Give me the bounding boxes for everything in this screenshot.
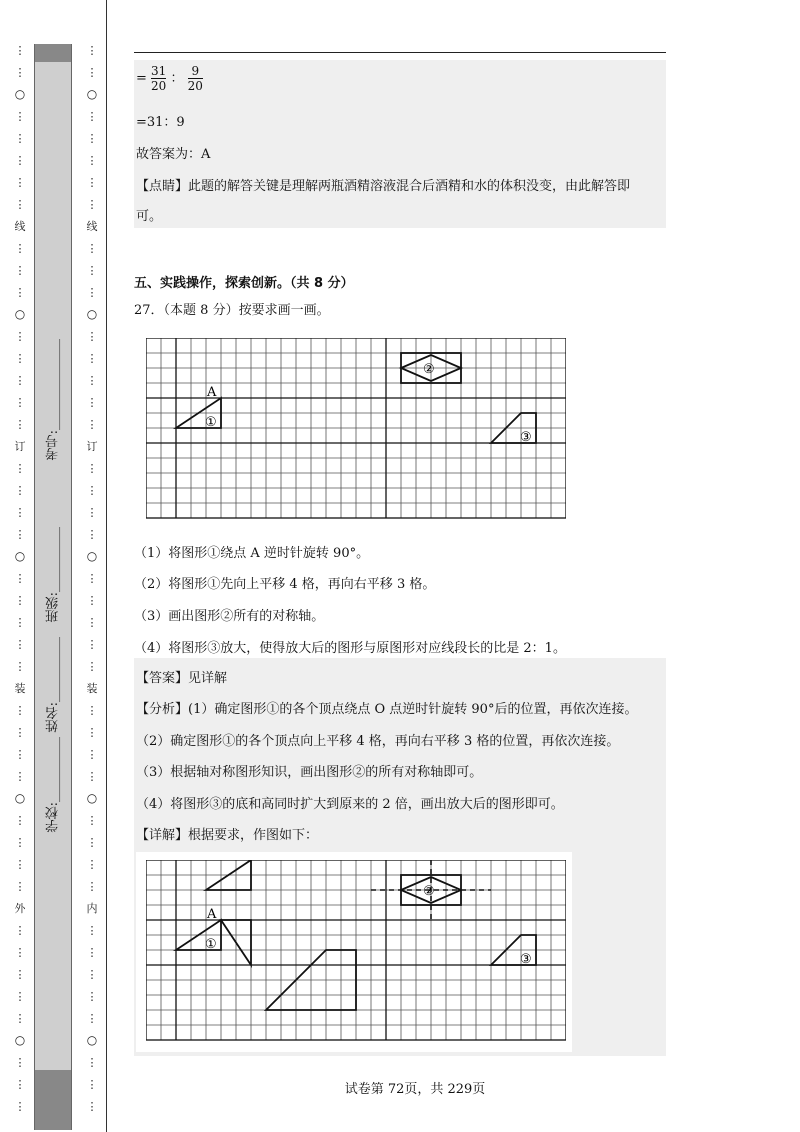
- binding-dots: ⋮: [86, 484, 98, 497]
- binding-dots: ⋮: [86, 1100, 98, 1113]
- binding-dots: ⋮: [14, 814, 26, 827]
- binding-dots: ⋮: [14, 1078, 26, 1091]
- binding-dots: ⋮: [86, 198, 98, 211]
- binding-circle: ○: [14, 1033, 26, 1047]
- binding-dots: ⋮: [14, 990, 26, 1003]
- binding-dots: ⋮: [86, 66, 98, 79]
- binding-dots: ⋮: [14, 924, 26, 937]
- binding-dots: ⋮: [14, 330, 26, 343]
- answer-label: 【答案】见详解: [136, 671, 228, 686]
- header-rule: [134, 52, 666, 53]
- binding-dots: ⋮: [86, 1056, 98, 1069]
- binding-dots: ⋮: [14, 1100, 26, 1113]
- comment-line-1: 【点睛】此题的解答关键是理解两瓶酒精溶液混合后酒精和水的体积没变，由此解答即: [136, 179, 631, 194]
- binding-dots: ⋮: [86, 748, 98, 761]
- task-2: （2）将图形①先向上平移 4 格，再向右平移 3 格。: [134, 577, 436, 592]
- binding-dots: ⋮: [86, 176, 98, 189]
- previous-solution-block: [134, 60, 666, 228]
- binding-dots: ⋮: [86, 1012, 98, 1025]
- binding-circle: ○: [14, 87, 26, 101]
- analysis-line-1: 【分析】(1）确定图形①的各个顶点绕点 O 点逆时针旋转 90°后的位置，再依次连接。: [136, 702, 638, 717]
- binding-dots: ⋮: [86, 858, 98, 871]
- binding-dots: ⋮: [86, 594, 98, 607]
- binding-dots: ⋮: [14, 264, 26, 277]
- binding-mark: 外: [14, 902, 26, 915]
- binding-dots: ⋮: [14, 418, 26, 431]
- binding-dots: ⋮: [14, 748, 26, 761]
- exam-number-field: 考号:______________: [45, 339, 61, 461]
- binding-circle: ○: [14, 307, 26, 321]
- binding-dots: ⋮: [14, 374, 26, 387]
- binding-dots: ⋮: [14, 176, 26, 189]
- binding-dots: ⋮: [14, 946, 26, 959]
- binding-dots: ⋮: [86, 726, 98, 739]
- binding-dots: ⋮: [14, 704, 26, 717]
- binding-mark: 装: [14, 682, 26, 695]
- analysis-line-3: （3）根据轴对称图形知识，画出图形②的所有对称轴即可。: [136, 765, 483, 780]
- binding-dots: ⋮: [14, 286, 26, 299]
- question-grid: [146, 338, 566, 522]
- binding-dots: ⋮: [86, 990, 98, 1003]
- binding-dots: ⋮: [14, 110, 26, 123]
- shape-3-label: ③: [520, 430, 532, 445]
- binding-mark: 线: [14, 220, 26, 233]
- binding-dots: ⋮: [14, 836, 26, 849]
- binding-dots: ⋮: [86, 264, 98, 277]
- binding-dots: ⋮: [14, 1056, 26, 1069]
- binding-dots: ⋮: [14, 660, 26, 673]
- binding-circle: ○: [86, 87, 98, 101]
- outer-dotted-line: [14, 44, 26, 1130]
- page-footer: 试卷第 72页，共 229页: [344, 1082, 486, 1097]
- analysis-line-2: （2）确定图形①的各个顶点向上平移 4 格，再向右平移 3 格的位置，再依次连接。: [136, 734, 620, 749]
- binding-mark: 内: [86, 902, 98, 915]
- binding-circle: ○: [86, 1033, 98, 1047]
- binding-dots: ⋮: [14, 352, 26, 365]
- binding-dots: ⋮: [86, 132, 98, 145]
- binding-dots: ⋮: [14, 968, 26, 981]
- analysis-line-4: （4）将图形③的底和高同时扩大到原来的 2 倍，画出放大后的图形即可。: [136, 797, 564, 812]
- binding-dots: ⋮: [86, 506, 98, 519]
- binding-dots: ⋮: [14, 770, 26, 783]
- binding-circle: ○: [86, 791, 98, 805]
- binding-dots: ⋮: [14, 484, 26, 497]
- binding-dots: ⋮: [14, 528, 26, 541]
- binding-dots: ⋮: [86, 638, 98, 651]
- binding-dots: ⋮: [86, 352, 98, 365]
- binding-circle: ○: [14, 549, 26, 563]
- binding-dots: ⋮: [86, 396, 98, 409]
- binding-dots: ⋮: [86, 924, 98, 937]
- binding-dots: ⋮: [86, 242, 98, 255]
- binding-dots: ⋮: [14, 880, 26, 893]
- binding-dots: ⋮: [86, 616, 98, 629]
- binding-dots: ⋮: [86, 660, 98, 673]
- task-4: （4）将图形③放大，使得放大后的图形与原图形对应线段长的比是 2：1。: [134, 641, 566, 656]
- binding-circle: ○: [14, 791, 26, 805]
- comment-line-2: 可。: [136, 209, 163, 224]
- binding-dots: ⋮: [14, 132, 26, 145]
- name-field: 姓名:__________: [45, 637, 61, 733]
- binding-mark: 订: [86, 440, 98, 453]
- binding-margin: [0, 0, 108, 1132]
- binding-circle: ○: [86, 307, 98, 321]
- shape-2-label: ②: [423, 362, 435, 377]
- task-1: （1）将图形①绕点 A 逆时针旋转 90°。: [134, 546, 370, 561]
- binding-mark: 订: [14, 440, 26, 453]
- shape-2-label: ②: [423, 884, 435, 899]
- binding-dots: ⋮: [14, 1012, 26, 1025]
- question-27: 27．（本题 8 分）按要求画一画。: [134, 303, 330, 318]
- shape-1-label: ①: [205, 937, 217, 952]
- answer-line: 故答案为：A: [136, 147, 211, 162]
- binding-dots: ⋮: [14, 396, 26, 409]
- solution-grid: [146, 860, 566, 1044]
- task-3: （3）画出图形②所有的对称轴。: [134, 609, 325, 624]
- binding-dots: ⋮: [14, 242, 26, 255]
- binding-dots: ⋮: [86, 462, 98, 475]
- section-title: 五、实践操作，探索创新。（共 8 分）: [134, 276, 354, 291]
- binding-dots: ⋮: [86, 1078, 98, 1091]
- binding-dots: ⋮: [14, 616, 26, 629]
- binding-dots: ⋮: [86, 154, 98, 167]
- ratio-result: =31：9: [136, 115, 185, 130]
- binding-dots: ⋮: [86, 770, 98, 783]
- binding-dots: ⋮: [14, 506, 26, 519]
- binding-dots: ⋮: [86, 704, 98, 717]
- binding-dots: ⋮: [86, 836, 98, 849]
- binding-dots: ⋮: [14, 726, 26, 739]
- school-field: 学校:__________: [45, 737, 61, 833]
- binding-dots: ⋮: [86, 418, 98, 431]
- binding-mark: 线: [86, 220, 98, 233]
- class-field: 班级:__________: [45, 527, 61, 623]
- binding-dots: ⋮: [14, 858, 26, 871]
- binding-dots: ⋮: [14, 198, 26, 211]
- binding-dots: ⋮: [86, 572, 98, 585]
- binding-dots: ⋮: [86, 528, 98, 541]
- binding-dots: ⋮: [86, 330, 98, 343]
- binding-dots: ⋮: [86, 946, 98, 959]
- binding-dots: ⋮: [14, 462, 26, 475]
- shape-3-label: ③: [520, 952, 532, 967]
- point-A-label: A: [207, 385, 217, 400]
- fraction-ratio: = $\frac{31}{20}$ ： $\frac{9}{20}$: [136, 64, 203, 93]
- binding-dots: ⋮: [86, 814, 98, 827]
- binding-dots: ⋮: [14, 638, 26, 651]
- shape-1-label: ①: [205, 415, 217, 430]
- binding-circle: ○: [86, 549, 98, 563]
- binding-dots: ⋮: [14, 66, 26, 79]
- point-A-label: A: [207, 907, 217, 922]
- binding-dots: ⋮: [86, 286, 98, 299]
- binding-dots: ⋮: [86, 44, 98, 57]
- binding-mark: 装: [86, 682, 98, 695]
- binding-dots: ⋮: [86, 880, 98, 893]
- binding-dots: ⋮: [14, 44, 26, 57]
- inner-dotted-line: [86, 44, 98, 1130]
- binding-dots: ⋮: [14, 594, 26, 607]
- detail-label: 【详解】根据要求，作图如下：: [136, 828, 319, 843]
- binding-dots: ⋮: [86, 374, 98, 387]
- binding-dots: ⋮: [14, 572, 26, 585]
- binding-dots: ⋮: [14, 154, 26, 167]
- binding-dots: ⋮: [86, 968, 98, 981]
- binding-dots: ⋮: [86, 110, 98, 123]
